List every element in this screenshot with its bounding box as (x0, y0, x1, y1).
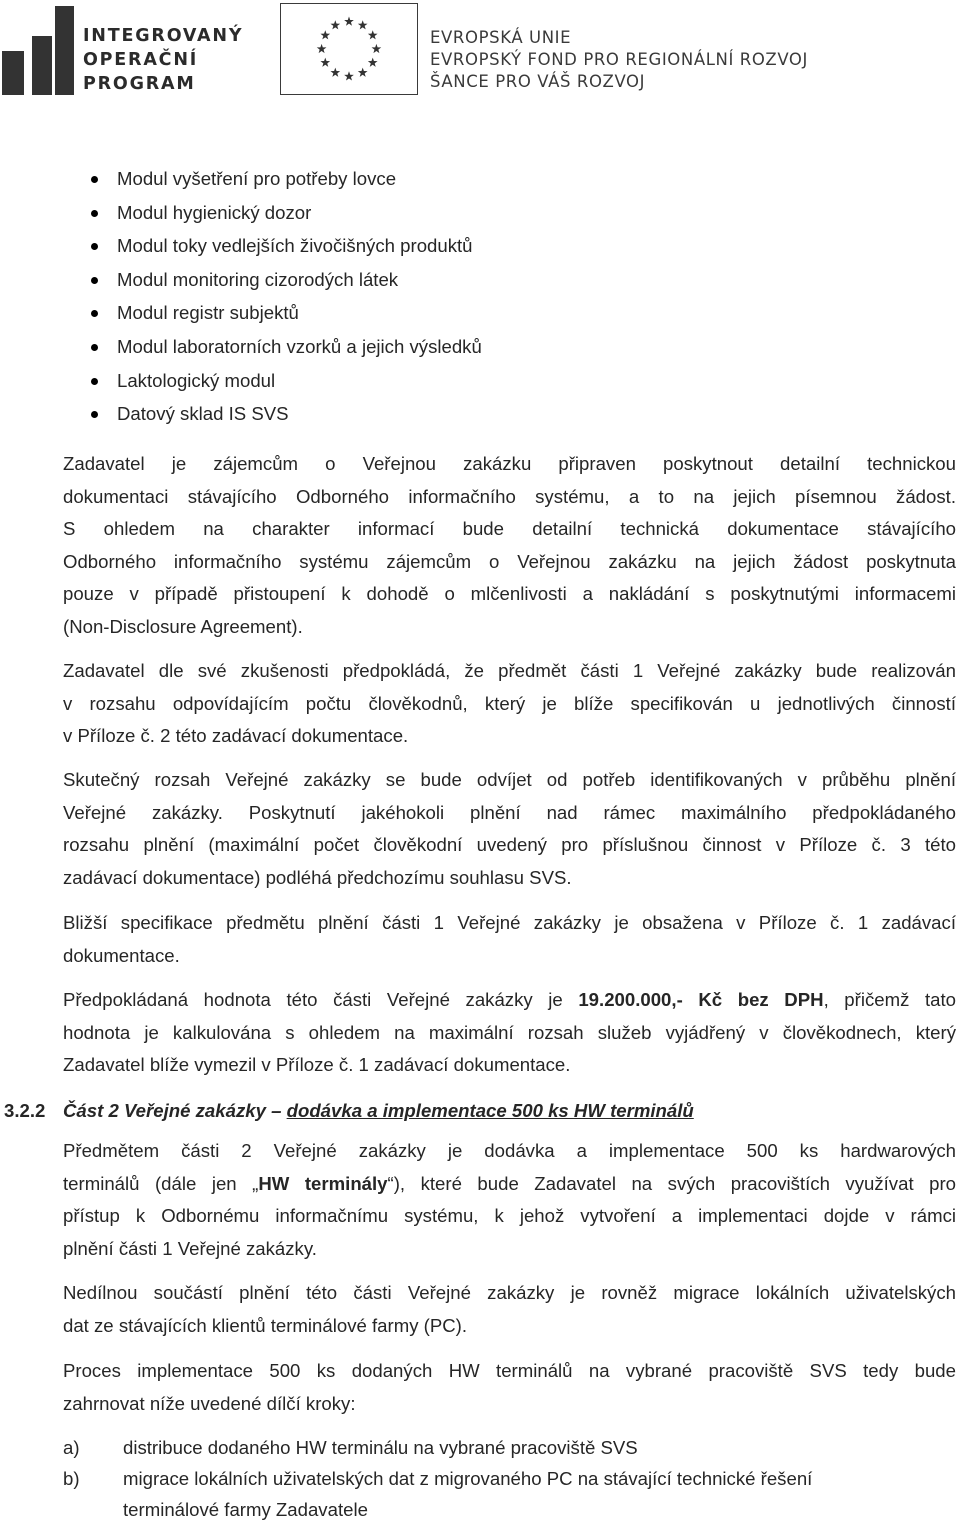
eu-star-icon (344, 17, 354, 26)
text-line: dat ze stávajících klientů terminálové farmy (PC). (63, 1314, 468, 1336)
list-item: Modul registr subjektů (62, 296, 482, 330)
paragraph-documentation (63, 448, 956, 644)
bullet-icon (91, 378, 98, 385)
list-item: Laktologický modul (62, 364, 482, 398)
paragraph-process (63, 1355, 956, 1420)
bullet-icon (91, 210, 98, 217)
eu-logo-text (430, 27, 808, 93)
iop-logo-bar (2, 51, 24, 95)
section-title: Část 2 Veřejné zakázky – dodávka a implementace 500 ks HW terminálů (63, 1100, 694, 1121)
eu-flag-logo (280, 3, 418, 95)
eu-star-icon (344, 71, 354, 80)
paragraph-scope (63, 655, 956, 753)
eu-star-icon (358, 20, 368, 29)
list-item: Modul hygienický dozor (62, 196, 482, 230)
eu-star-icon (330, 20, 340, 29)
text-line: Zadavatel je zájemcům o Veřejnou zakázku připraven poskytnout detailní technickou (63, 453, 956, 474)
list-item: Modul toky vedlejších živočišných produktů (62, 229, 482, 263)
eu-star-icon (330, 68, 340, 77)
bullet-icon (91, 344, 98, 351)
eu-star-icon (368, 30, 378, 39)
list-item-continuation: terminálové farmy Zadavatele (123, 1499, 368, 1520)
list-item: Modul monitoring cizorodých látek (62, 263, 482, 297)
eu-logo-line: ŠANCE PRO VÁŠ ROZVOJ (430, 72, 646, 91)
eu-star-icon (372, 44, 382, 53)
module-list (62, 162, 482, 431)
eu-star-icon (358, 68, 368, 77)
text-line: dokumentace. (63, 944, 180, 966)
text-line: v rozsahu odpovídajícím počtu člověkodnů, který je blíže specifikován u jednotlivých činností (63, 692, 956, 714)
bullet-icon (91, 411, 98, 418)
steps-list (63, 1432, 812, 1525)
list-item: Modul vyšetření pro potřeby lovce (62, 162, 482, 196)
text-line: Veřejné zakázky. Poskytnutí jakéhokoli plnění nad rámec maximálního předpokládaného (63, 801, 956, 823)
text-line: rozsahu plnění (maximální počet člověkodní uvedený pro příslušnou činnost v Příloze č. 3 této (63, 834, 956, 856)
eu-star-icon (320, 58, 330, 67)
text-line: zahrnovat níže uvedené dílčí kroky: (63, 1392, 356, 1414)
iop-logo-text (83, 24, 243, 96)
iop-logo (2, 3, 244, 95)
list-item: Datový sklad IS SVS (62, 397, 482, 431)
paragraph-actual-scope (63, 764, 956, 894)
text-line: terminálů (dále jen „HW terminály“), které bude Zadavatel na svých pracovištích využívat pro (63, 1172, 956, 1194)
text-line: Předmětem části 2 Veřejné zakázky je dodávka a implementace 500 ks hardwarových (63, 1140, 956, 1161)
iop-logo-line: INTEGROVANÝ (83, 26, 244, 46)
bullet-icon (91, 243, 98, 250)
text-line: Bližší specifikace předmětu plnění části 1 Veřejné zakázky je obsažena v Příloze č. 1 zadávací (63, 912, 956, 933)
hw-terminals-term: HW terminály (258, 1172, 388, 1194)
eu-logo-line: EVROPSKÝ FOND PRO REGIONÁLNÍ ROZVOJ (430, 50, 808, 69)
bullet-icon (91, 176, 98, 183)
eu-star-icon (368, 58, 378, 67)
text-line: Předpokládaná hodnota této části Veřejné zakázky je 19.200.000,- Kč bez DPH, přičemž tato (63, 989, 956, 1010)
bullet-icon (91, 277, 98, 284)
text-line: (Non-Disclosure Agreement). (63, 615, 303, 637)
text-line: přístup k Odbornému informačnímu systému, k jehož vytvoření a implementaci dojde v rámci (63, 1205, 956, 1227)
iop-logo-line: PROGRAM (83, 74, 196, 94)
list-marker: b) (63, 1468, 80, 1489)
paragraph-migration (63, 1277, 956, 1342)
list-item: b) migrace lokálních uživatelských dat z migrovaného PC na stávající technické řešení (63, 1463, 812, 1494)
paragraph-subject (63, 1135, 956, 1265)
text-line: Nedílnou součástí plnění této části Veřejné zakázky je rovněž migrace lokálních uživatelských (63, 1282, 956, 1303)
section-number: 3.2.2 (4, 1100, 46, 1121)
text-line: plnění části 1 Veřejné zakázky. (63, 1237, 317, 1259)
text-line: Skutečný rozsah Veřejné zakázky se bude odvíjet od potřeb identifikovaných v průběhu plnění (63, 769, 956, 790)
text-line: Proces implementace 500 ks dodaných HW terminálů na vybrané pracoviště SVS tedy bude (63, 1360, 956, 1381)
list-item: Modul laboratorních vzorků a jejich výsledků (62, 330, 482, 364)
text-line: pouze v případě přistoupení k dohodě o mlčenlivosti a nakládání s poskytnutými informacemi (63, 583, 956, 605)
iop-logo-bar (32, 36, 52, 95)
paragraph-specification (63, 907, 956, 972)
eu-logo-line: EVROPSKÁ UNIE (430, 28, 572, 47)
text-line: zadávací dokumentace) podléhá předchozímu souhlasu SVS. (63, 866, 572, 888)
eu-star-icon (320, 30, 330, 39)
estimated-value: 19.200.000,- Kč (578, 989, 723, 1010)
eu-stars-icon (281, 4, 417, 94)
paragraph-estimated-value (63, 984, 956, 1082)
text-line: v Příloze č. 2 této zadávací dokumentace. (63, 725, 409, 747)
text-line: Zadavatel dle své zkušenosti předpokládá, že předmět části 1 Veřejné zakázky bude realizován (63, 660, 956, 681)
bullet-icon (91, 310, 98, 317)
iop-logo-line: OPERAČNÍ (83, 50, 199, 70)
list-marker: a) (63, 1437, 80, 1458)
iop-logo-bar (55, 6, 74, 95)
list-item: a) distribuce dodaného HW terminálu na vybrané pracoviště SVS (63, 1432, 812, 1463)
text-line: S ohledem na charakter informací bude detailní technická dokumentace stávajícího (63, 518, 956, 540)
text-line: Zadavatel blíže vymezil v Příloze č. 1 zadávací dokumentace. (63, 1054, 571, 1076)
vat-note: bez DPH (737, 989, 824, 1010)
eu-star-icon (317, 44, 327, 53)
text-line: Odborného informačního systému zájemcům o Veřejnou zakázku na jejich žádost poskytnuta (63, 550, 956, 572)
text-line: dokumentaci stávajícího Odborného informačního systému, a to na jejich písemnou žádost. (63, 485, 956, 507)
text-line: hodnota je kalkulována s ohledem na maximální rozsah služeb vyjádřený v člověkodnech, který (63, 1021, 956, 1043)
